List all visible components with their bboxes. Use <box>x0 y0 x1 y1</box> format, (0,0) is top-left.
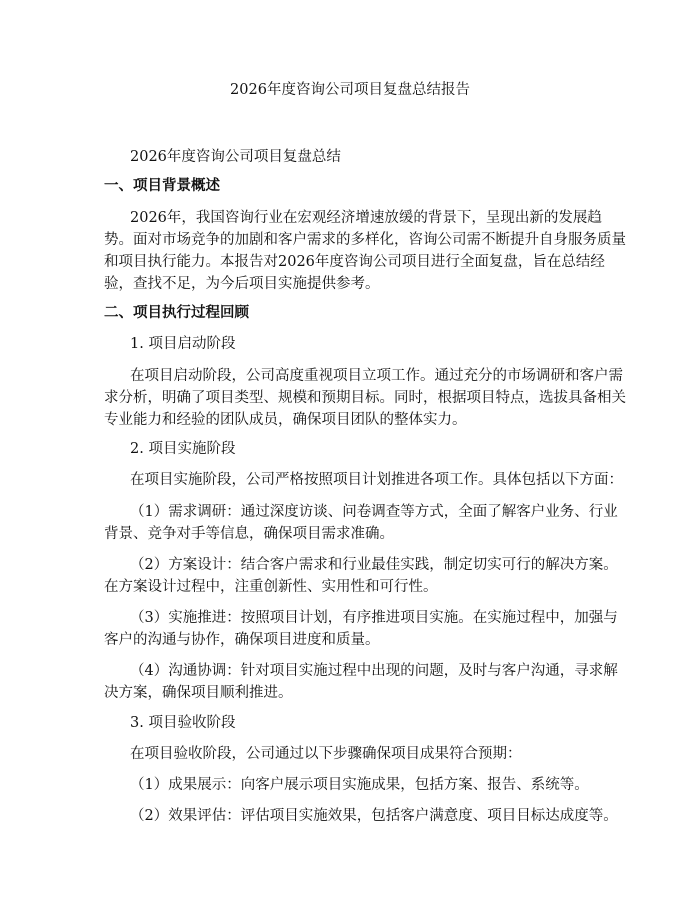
stage1-line-1: 在项目启动阶段，公司高度重视项目立项工作。通过充分的市场调研和客户需 <box>130 368 623 384</box>
section1-line-4: 验，查找不足，为今后项目实施提供参考。 <box>104 276 380 292</box>
stage2-intro: 在项目实施阶段，公司严格按照项目计划推进各项工作。具体包括以下方面： <box>130 472 623 488</box>
stage2-heading: 2. 项目实施阶段 <box>130 441 236 457</box>
stage3-intro: 在项目验收阶段，公司通过以下步骤确保项目成果符合预期： <box>130 746 522 762</box>
stage2-item1-line-2: 背景、竞争对手等信息，确保项目需求准确。 <box>104 526 394 542</box>
document-title: 2026年度咨询公司项目复盘总结报告 <box>230 82 470 98</box>
stage3-item1: （1）成果展示：向客户展示项目实施成果，包括方案、报告、系统等。 <box>130 777 589 793</box>
stage1-heading: 1. 项目启动阶段 <box>130 336 236 352</box>
stage1-line-3: 专业能力和经验的团队成员，确保项目团队的整体实力。 <box>104 412 467 428</box>
stage2-item4-line-1: （4）沟通协调：针对项目实施过程中出现的问题，及时与客户沟通，寻求解 <box>130 663 618 679</box>
stage3-heading: 3. 项目验收阶段 <box>130 715 236 731</box>
stage1-line-2: 求分析，明确了项目类型、规模和预期目标。同时，根据项目特点，选拔具备相关 <box>104 390 626 406</box>
stage2-item2-line-1: （2）方案设计：结合客户需求和行业最佳实践，制定切实可行的解决方案。 <box>130 557 618 573</box>
stage2-item3-line-2: 客户的沟通与协作，确保项目进度和质量。 <box>104 632 380 648</box>
stage2-item4-line-2: 决方案，确保项目顺利推进。 <box>104 685 293 701</box>
section1-line-3: 和项目执行能力。本报告对2026年度咨询公司项目进行全面复盘，旨在总结经 <box>104 254 605 270</box>
section1-line-2: 势。面对市场竞争的加剧和客户需求的多样化，咨询公司需不断提升自身服务质量 <box>104 232 626 248</box>
section1-heading: 一、项目背景概述 <box>104 178 220 194</box>
stage2-item2-line-2: 在方案设计过程中，注重创新性、实用性和可行性。 <box>104 579 438 595</box>
stage2-item1-line-1: （1）需求调研：通过深度访谈、问卷调查等方式，全面了解客户业务、行业 <box>130 504 618 520</box>
stage2-item3-line-1: （3）实施推进：按照项目计划，有序推进项目实施。在实施过程中，加强与 <box>130 610 618 626</box>
document-subtitle: 2026年度咨询公司项目复盘总结 <box>130 149 341 165</box>
section2-heading: 二、项目执行过程回顾 <box>104 305 249 321</box>
stage3-item2: （2）效果评估：评估项目实施效果，包括客户满意度、项目目标达成度等。 <box>130 808 618 824</box>
section1-line-1: 2026年，我国咨询行业在宏观经济增速放缓的背景下，呈现出新的发展趋 <box>130 210 602 226</box>
